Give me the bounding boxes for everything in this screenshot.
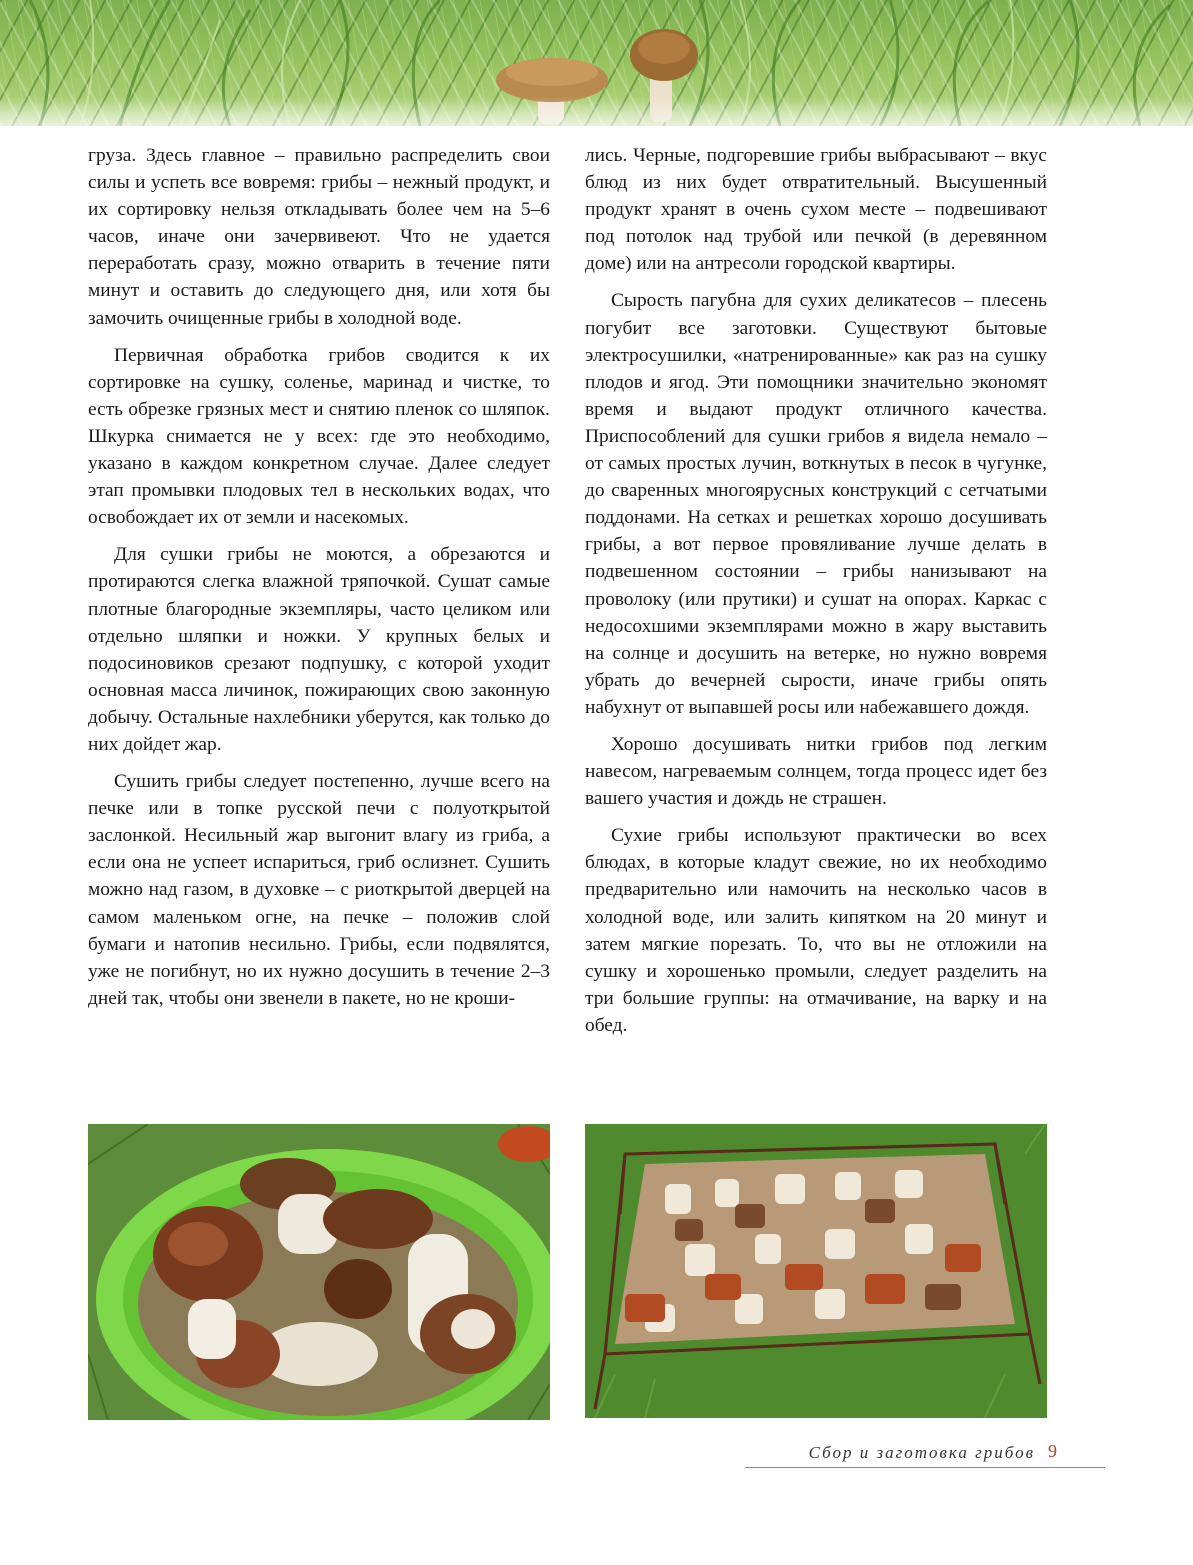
paragraph: Сырость пагубна для сухих деликатесов – плесень погубит все заготовки. Существуют бытовые электросушилки, «натренированные» как раз на сушку плодов и ягод. Эти помощники значительно экономят время и выдают продукт отличного качества. Приспособлений для сушки грибов я видела немало – от самых простых лучин, воткнутых в песок в чугунке, до сваренных многоярусных конструкций с сетчатыми поддонами. На сетках и решетках хорошо досушивать грибы, а вот первое провяливание лучше делать в подвешенном состоянии – грибы нанизывают на проволоку (или прутики) и сушат на опорах. Каркас с недосохшими экземплярами можно в жару выставить на солнце и досушить на ветерке, но нужно вовремя убрать до вечерней сырости, иначе грибы опять набухнут от выпавшей росы или набежавшего дождя. (585, 290, 1047, 718)
photo-mushrooms-in-bowl (88, 1124, 550, 1420)
right-text-column (585, 142, 1047, 1049)
paragraph: Сушить грибы следует постепенно, лучше всего на печке или в топке русской печи с полуоткрытой заслонкой. Несильный жар выгонит влагу из гриба, а если она не успеет испариться, гриб ослизнет. Сушить можно над газом, в духовке – с риоткрытой дверцей на самом маленьком огне, на печке – положив слой бумаги и натопив несильно. Грибы, если подвялятся, уже не погибнут, но их нужно досушить в течение 2–3 дней так, чтобы они звенели в пакете, но не кроши- (88, 771, 550, 1009)
paragraph: Для сушки грибы не моются, а обрезаются и протираются слегка влажной тряпочкой. Сушат самые плотные благородные экземпляры, часто целиком или отдельно шляпки и ножки. У крупных белых и подосиновиков срезают подпушку, с которой уходит основная масса личинок, пожирающих свою законную добычу. Остальные нахлебники уберутся, как только до них дойдет жар. (88, 544, 550, 755)
paragraph: Первичная обработка грибов сводится к их сортировке на сушку, соленье, маринад и чистке, то есть обрезке грязных мест и снятию пленок со шляпок. Шкурка снимается не у всех: где это необходимо, указано в каждом конкретном случае. Далее следует этап промывки плодовых тел в нескольких водах, что освобождает их от земли и насекомых. (88, 344, 550, 529)
page-number: 9 (1048, 1441, 1057, 1461)
paragraph: груза. Здесь главное – правильно распределить свои силы и успеть все вовремя: грибы – нежный продукт, и их сортировку нельзя откладывать более чем на 5–6 часов, иначе они зачервивеют. Что не удается переработать сразу, можно отварить в течение пяти минут и оставить до следующего дня, или хотя бы замочить очищенные грибы в холодной воде. (88, 145, 550, 329)
paragraph: Сухие грибы используют практически во всех блюдах, в которые кладут свежие, но их необходимо предварительно или намочить на несколько часов в холодной воде, или залить кипятком на 20 минут и затем мягкие порезать. То, что вы не отложили на сушку и хорошенько промыли, следует разделить на три большие группы: на отмачивание, на варку и на обед. (585, 825, 1047, 1036)
section-title: Сбор и заготовка грибов (808, 1443, 1035, 1462)
drying-rack-image (585, 1124, 1047, 1418)
header-grass-photo (0, 0, 1193, 126)
paragraph: Хорошо досушивать нитки грибов под легким навесом, нагреваемым солнцем, тогда процесс идет без вашего участия и дождь не страшен. (585, 733, 1047, 810)
photo-mushrooms-on-drying-rack (585, 1124, 1047, 1418)
left-text-column (88, 142, 550, 1022)
running-footer (745, 1443, 1105, 1468)
paragraph: лись. Черные, подгоревшие грибы выбрасывают – вкус блюд из них будет отвратительный. Высушенный продукт хранят в очень сухом месте – подвешивают под потолок над трубой или печкой (в деревянном доме) или на антресоли городской квартиры. (585, 145, 1047, 275)
mushroom-bowl-image (88, 1124, 550, 1420)
